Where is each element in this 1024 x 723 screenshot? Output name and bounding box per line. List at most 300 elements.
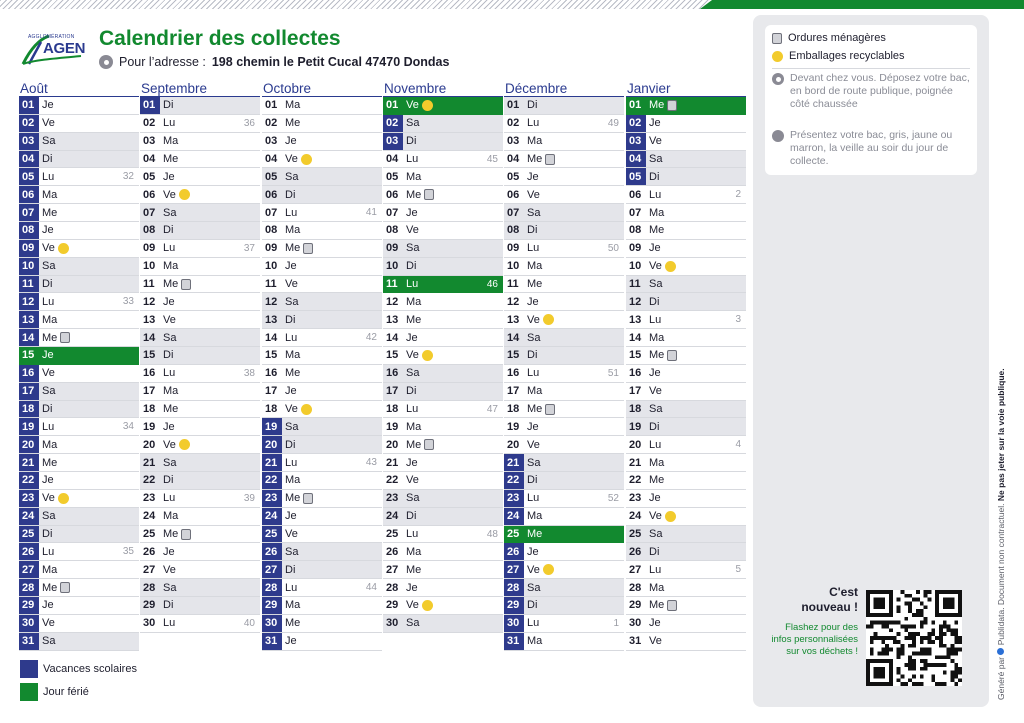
day-label	[524, 564, 554, 576]
day-label	[39, 635, 55, 647]
weekday: Sa	[163, 206, 177, 219]
day-number: 30	[386, 617, 399, 630]
weekday: Sa	[649, 528, 663, 541]
weekday: Je	[163, 420, 175, 433]
day-label	[403, 421, 421, 433]
weekday: Je	[649, 367, 661, 380]
qr-module	[881, 621, 885, 625]
month-header: Septembre	[140, 80, 260, 97]
week-number: 46	[486, 278, 498, 290]
month-column	[140, 80, 260, 633]
weekday: Je	[42, 474, 54, 487]
trash-bin-icon	[424, 189, 434, 200]
day-row	[626, 615, 746, 633]
weekday: Di	[163, 349, 174, 362]
day-label	[282, 403, 312, 415]
qr-module	[924, 617, 928, 621]
day-number: 19	[19, 418, 39, 435]
day-row	[262, 543, 382, 561]
weekday: Je	[406, 331, 418, 344]
day-number: 13	[19, 311, 39, 328]
weekday: Ma	[285, 99, 301, 112]
week-number: 5	[735, 564, 741, 576]
day-number: 31	[19, 633, 39, 650]
weekday: Lu	[527, 492, 540, 505]
qr-module	[950, 671, 954, 675]
recycle-icon	[301, 404, 312, 415]
day-number: 22	[629, 474, 642, 487]
weekday: Je	[406, 206, 418, 219]
qr-module	[874, 621, 878, 625]
day-row	[19, 436, 139, 454]
day-row	[19, 633, 139, 651]
qr-module	[904, 594, 908, 598]
qr-module	[878, 621, 882, 625]
day-number: 19	[507, 420, 520, 433]
day-label	[403, 599, 433, 611]
location-pin-icon	[772, 73, 784, 85]
weekday: Ma	[285, 474, 301, 487]
day-row	[626, 436, 746, 454]
day-row	[262, 490, 382, 508]
qr-module	[920, 674, 924, 678]
day-number: 12	[265, 295, 278, 308]
day-label	[282, 349, 300, 361]
day-label	[403, 564, 421, 576]
day-label	[160, 99, 173, 111]
recycle-icon	[301, 154, 312, 165]
weekday: Lu	[285, 456, 298, 469]
day-number: 02	[507, 117, 520, 130]
qr-module	[908, 609, 912, 613]
qr-module	[939, 644, 943, 648]
day-label	[646, 260, 676, 272]
weekday: Lu	[527, 367, 540, 380]
day-number: 03	[626, 133, 646, 150]
month-header: Janvier	[626, 80, 746, 97]
trash-bin-icon	[181, 529, 191, 540]
day-label	[39, 99, 54, 111]
qr-module	[901, 651, 905, 655]
day-row	[626, 383, 746, 401]
day-label	[524, 546, 539, 558]
qr-module	[954, 640, 958, 644]
day-row	[140, 543, 260, 561]
day-label	[646, 349, 677, 361]
week-number: 3	[735, 314, 741, 326]
qr-module	[924, 648, 928, 652]
qr-module	[916, 651, 920, 655]
day-label	[282, 385, 297, 397]
day-label	[524, 421, 539, 433]
day-label	[403, 153, 418, 165]
day-label	[524, 635, 542, 647]
weekday: Ma	[527, 260, 543, 273]
day-row	[19, 240, 139, 258]
day-row	[626, 186, 746, 204]
day-row	[626, 347, 746, 365]
day-number: 14	[265, 331, 278, 344]
weekday: Sa	[285, 295, 299, 308]
day-label	[403, 546, 421, 558]
day-label	[39, 492, 69, 504]
day-number: 03	[143, 135, 156, 148]
location-pin-icon	[99, 55, 113, 69]
info-note-time	[772, 129, 972, 168]
day-number: 15	[629, 349, 642, 362]
day-row	[504, 258, 624, 276]
footer-note: Document non contractuel.	[996, 503, 1006, 606]
day-label	[646, 117, 661, 129]
day-row	[140, 401, 260, 419]
day-label	[39, 349, 54, 361]
day-number: 18	[629, 403, 642, 416]
day-number: 26	[629, 545, 642, 558]
day-label	[524, 189, 540, 201]
day-label	[282, 207, 297, 219]
trash-bin-icon	[667, 350, 677, 361]
day-row	[383, 329, 503, 347]
qr-module	[874, 632, 878, 636]
week-number: 44	[365, 582, 377, 594]
week-number: 50	[607, 242, 619, 254]
day-label	[39, 153, 52, 165]
weekday: Ma	[406, 170, 422, 183]
week-number: 34	[122, 421, 134, 433]
day-row	[626, 633, 746, 651]
day-row	[383, 293, 503, 311]
qr-module	[901, 644, 905, 648]
page-title: Calendrier des collectes	[99, 27, 341, 50]
qr-module	[916, 609, 920, 613]
day-number: 30	[504, 615, 524, 632]
day-label	[160, 224, 173, 236]
qr-module	[958, 640, 962, 644]
day-label	[282, 599, 300, 611]
weekday: Sa	[42, 260, 56, 273]
day-number: 11	[507, 278, 519, 291]
day-label	[403, 135, 416, 147]
day-row	[262, 597, 382, 615]
day-label	[160, 242, 175, 254]
day-number: 07	[507, 206, 520, 219]
day-row	[626, 151, 746, 169]
qr-module	[878, 651, 882, 655]
weekday: Ma	[649, 206, 665, 219]
day-row	[504, 115, 624, 133]
day-label	[282, 564, 295, 576]
weekday: Ve	[406, 474, 419, 487]
qr-module	[931, 632, 935, 636]
weekday: Sa	[406, 117, 420, 130]
qr-module	[885, 625, 889, 629]
recycle-icon	[422, 100, 433, 111]
qr-module	[954, 682, 958, 686]
day-number: 27	[629, 563, 642, 576]
day-label	[403, 492, 419, 504]
day-number: 05	[143, 170, 156, 183]
weekday: Me	[649, 349, 665, 362]
day-row	[504, 418, 624, 436]
day-row	[140, 293, 260, 311]
day-row	[504, 151, 624, 169]
day-row	[262, 276, 382, 294]
day-number: 25	[262, 526, 282, 543]
address-line	[99, 55, 449, 69]
day-number: 12	[19, 293, 39, 310]
qr-module	[920, 625, 924, 629]
day-number: 10	[386, 260, 399, 273]
day-row	[140, 579, 260, 597]
day-label	[160, 332, 176, 344]
day-row	[140, 186, 260, 204]
day-label	[403, 474, 419, 486]
day-row	[140, 311, 260, 329]
clock-icon	[772, 130, 784, 142]
weekday: Lu	[163, 242, 176, 255]
qr-module	[954, 674, 958, 678]
day-label	[646, 314, 661, 326]
weekday: Ve	[527, 188, 540, 201]
qr-module	[954, 671, 958, 675]
trash-bin-icon	[545, 404, 555, 415]
qr-module	[954, 663, 958, 667]
day-number: 05	[19, 168, 39, 185]
day-number: 06	[143, 188, 156, 201]
day-number: 09	[507, 242, 520, 255]
weekday: Ma	[649, 581, 665, 594]
qr-module	[897, 671, 901, 675]
day-label	[282, 617, 300, 629]
qr-code-icon[interactable]	[866, 590, 962, 686]
week-number: 42	[365, 332, 377, 344]
day-row	[19, 347, 139, 365]
weekday: Me	[42, 206, 58, 219]
day-label	[524, 492, 539, 504]
day-row	[140, 526, 260, 544]
qr-module	[897, 655, 901, 659]
day-row	[140, 204, 260, 222]
weekday: Di	[163, 224, 174, 237]
qr-module	[889, 621, 893, 625]
weekday: Je	[42, 99, 54, 112]
qr-module	[939, 632, 943, 636]
qr-module	[950, 648, 954, 652]
day-row	[383, 597, 503, 615]
qr-finder	[874, 598, 886, 610]
day-number: 06	[19, 186, 39, 203]
weekday: Ma	[42, 188, 58, 201]
weekday: Ma	[527, 135, 543, 148]
qr-module	[870, 648, 874, 652]
day-label	[646, 474, 664, 486]
day-row	[626, 311, 746, 329]
day-row	[626, 472, 746, 490]
qr-module	[908, 655, 912, 659]
day-number: 03	[265, 135, 278, 148]
qr-module	[908, 663, 912, 667]
qr-module	[924, 636, 928, 640]
info-ordures	[772, 32, 886, 44]
day-number: 20	[629, 438, 642, 451]
day-number: 17	[265, 385, 278, 398]
qr-module	[954, 651, 958, 655]
day-label	[160, 260, 178, 272]
weekday: Sa	[406, 367, 420, 380]
day-number: 28	[19, 579, 39, 596]
qr-module	[924, 663, 928, 667]
day-label	[160, 189, 190, 201]
day-row	[626, 543, 746, 561]
qr-module	[904, 602, 908, 606]
qr-module	[901, 625, 905, 629]
day-number: 14	[629, 331, 642, 344]
recycle-icon	[58, 243, 69, 254]
day-row	[19, 543, 139, 561]
weekday: Di	[406, 385, 417, 398]
day-label	[524, 332, 540, 344]
weekday: Me	[649, 99, 665, 112]
day-number: 23	[504, 490, 524, 507]
weekday: Me	[42, 331, 58, 344]
weekday: Sa	[406, 617, 420, 630]
day-row	[262, 311, 382, 329]
footer-generated: Généré par	[996, 657, 1006, 700]
day-row	[19, 526, 139, 544]
week-number: 38	[243, 367, 255, 379]
weekday: Di	[285, 188, 296, 201]
qr-module	[920, 640, 924, 644]
day-label	[39, 278, 52, 290]
weekday: Me	[406, 438, 422, 451]
day-label	[403, 296, 421, 308]
day-row	[19, 508, 139, 526]
day-label	[403, 349, 433, 361]
day-label	[282, 135, 297, 147]
qr-module	[950, 628, 954, 632]
day-number: 27	[19, 561, 39, 578]
day-row	[140, 561, 260, 579]
day-row	[262, 508, 382, 526]
day-number: 16	[265, 367, 278, 380]
weekday: Ma	[285, 349, 301, 362]
qr-module	[943, 625, 947, 629]
day-number: 19	[143, 420, 156, 433]
day-number: 11	[383, 276, 403, 293]
weekday: Je	[163, 295, 175, 308]
qr-module	[912, 644, 916, 648]
weekday: Je	[285, 260, 297, 273]
day-number: 20	[386, 438, 399, 451]
qr-module	[912, 651, 916, 655]
day-number: 28	[386, 581, 399, 594]
qr-module	[897, 605, 901, 609]
day-label	[282, 510, 297, 522]
qr-module	[950, 659, 954, 663]
trash-bin-icon	[303, 243, 313, 254]
day-label	[39, 296, 54, 308]
month-column	[626, 80, 746, 651]
week-number: 51	[607, 367, 619, 379]
day-row	[262, 365, 382, 383]
day-row	[504, 222, 624, 240]
weekday: Di	[285, 563, 296, 576]
day-row	[626, 490, 746, 508]
weekday: Sa	[163, 581, 177, 594]
qr-module	[924, 594, 928, 598]
day-number: 18	[19, 401, 39, 418]
promo-text: Flashez pour des infos personnalisées sur vos déchets !	[771, 622, 858, 657]
weekday: Je	[527, 420, 539, 433]
weekday: Sa	[527, 331, 541, 344]
qr-module	[958, 671, 962, 675]
qr-module	[885, 648, 889, 652]
day-number: 31	[504, 633, 524, 650]
info-emballages	[772, 50, 905, 62]
trash-bin-icon	[181, 279, 191, 290]
day-row	[19, 490, 139, 508]
day-label	[39, 224, 54, 236]
day-label	[646, 99, 677, 111]
note-location-text: Devant chez vous. Déposez votre bac, en bord de route publique, poignée côté chaussée	[790, 72, 970, 110]
weekday: Me	[163, 278, 179, 291]
day-label	[646, 278, 662, 290]
day-row	[383, 186, 503, 204]
day-label	[403, 278, 418, 290]
weekday: Je	[163, 545, 175, 558]
qr-module	[912, 625, 916, 629]
day-label	[646, 457, 664, 469]
day-label	[646, 635, 662, 647]
day-number: 06	[265, 188, 278, 201]
qr-module	[870, 625, 874, 629]
day-label	[160, 421, 175, 433]
qr-module	[927, 632, 931, 636]
day-number: 19	[386, 420, 399, 433]
weekday: Lu	[527, 242, 540, 255]
day-row	[19, 97, 139, 115]
day-label	[282, 635, 297, 647]
day-number: 06	[386, 188, 399, 201]
qr-module	[920, 651, 924, 655]
day-row	[383, 615, 503, 633]
day-row	[383, 418, 503, 436]
weekday: Di	[163, 99, 174, 112]
day-label	[160, 546, 175, 558]
qr-module	[958, 667, 962, 671]
day-row	[626, 276, 746, 294]
day-label	[282, 439, 295, 451]
day-label	[524, 617, 539, 629]
day-label	[282, 242, 313, 254]
weekday: Di	[527, 599, 538, 612]
weekday: Me	[527, 403, 543, 416]
weekday: Je	[649, 242, 661, 255]
weekday: Sa	[42, 635, 56, 648]
day-row	[262, 186, 382, 204]
day-label	[403, 332, 418, 344]
legend-vacances	[20, 660, 137, 678]
day-label	[524, 599, 537, 611]
month-header: Décembre	[504, 80, 624, 97]
month-column	[504, 80, 624, 651]
weekday: Lu	[163, 617, 176, 630]
day-label	[646, 207, 664, 219]
day-number: 20	[507, 438, 520, 451]
day-number: 16	[507, 367, 520, 380]
day-label	[282, 332, 297, 344]
qr-module	[931, 640, 935, 644]
